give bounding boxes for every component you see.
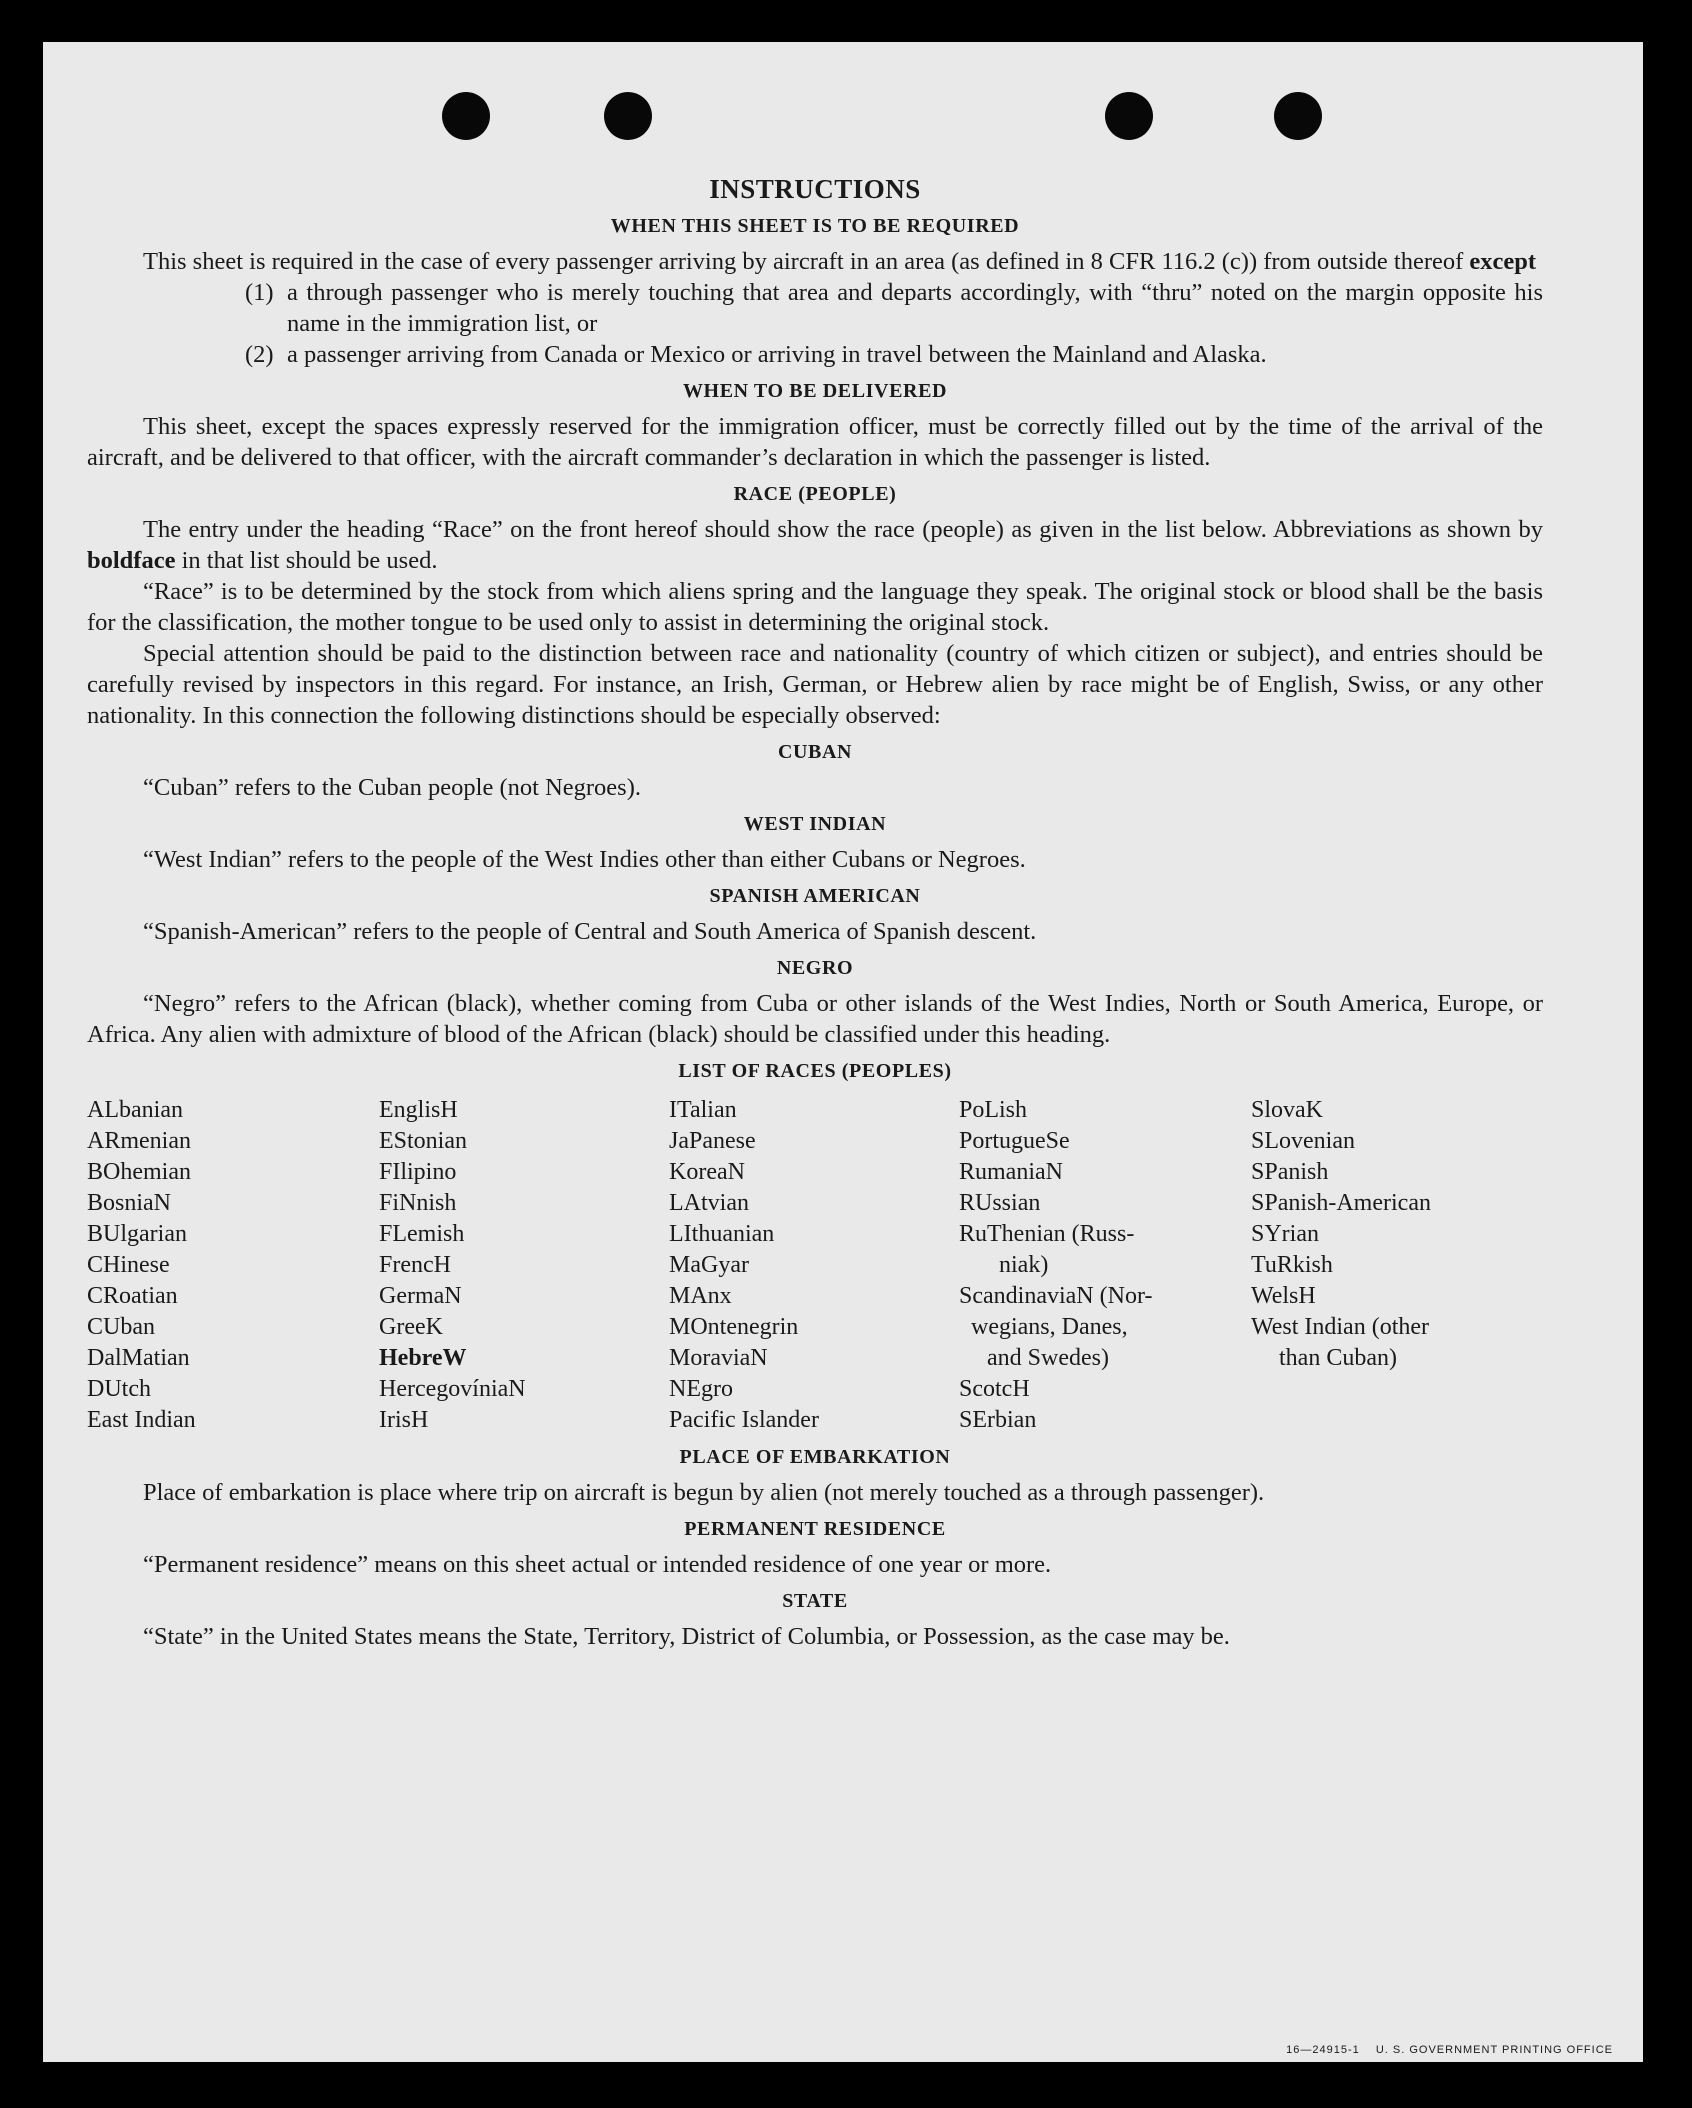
- race-column: [379, 1095, 669, 1436]
- race-column: [959, 1095, 1251, 1436]
- race-column: [669, 1095, 959, 1436]
- race-entry: KoreaN: [669, 1159, 745, 1185]
- race-entry: EnglisH: [379, 1097, 458, 1123]
- race-entry: LIthuanian: [669, 1221, 775, 1247]
- race-paragraph-2: “Race” is to be determined by the stock from which aliens spring and the language they speak. The original stock or blood shall be the basis for the classification, the mother tongue to be used only to assist in determining the original stock.: [87, 578, 1543, 636]
- race-entry: niak): [999, 1252, 1049, 1278]
- state-text: “State” in the United States means the State, Territory, District of Columbia, or Possession, as the case may be.: [143, 1623, 1230, 1650]
- punch-hole: [1274, 92, 1322, 140]
- race-entry: NEgro: [669, 1376, 733, 1402]
- race-paragraph-3: Special attention should be paid to the distinction between race and nationality (country of which citizen or subject), and entries should be carefully revised by inspectors in this regard. For instance, an Irish, German, or Hebrew alien by race might be of English, Swiss, or any other nationality. In this connection the following distinctions should be especially observed:: [87, 640, 1543, 729]
- heading-embarkation: PLACE OF EMBARKATION: [679, 1446, 951, 1468]
- race-entry: HebreW: [379, 1345, 467, 1371]
- race-entry: ARmenian: [87, 1128, 191, 1154]
- race-entry: WelsH: [1251, 1283, 1316, 1309]
- race-entry: SlovaK: [1251, 1097, 1323, 1123]
- race-entry: FrencH: [379, 1252, 451, 1278]
- spanish-american-text: “Spanish-American” refers to the people of Central and South America of Spanish descent.: [143, 918, 1037, 945]
- race-entry: CRoatian: [87, 1283, 178, 1309]
- race-entry: MAnx: [669, 1283, 732, 1309]
- document-body: [87, 174, 1543, 1652]
- form-number: 16—24915-1: [1286, 2044, 1360, 2056]
- race-entry: BOhemian: [87, 1159, 191, 1185]
- race-entry: RUssian: [959, 1190, 1041, 1216]
- race-list: [87, 1095, 1543, 1436]
- race-entry: CHinese: [87, 1252, 170, 1278]
- race-entry: GreeK: [379, 1314, 443, 1340]
- race-entry: West Indian (other: [1251, 1314, 1430, 1340]
- page-title: INSTRUCTIONS: [709, 174, 921, 204]
- west-indian-text: “West Indian” refers to the people of the West Indies other than either Cubans or Negroes.: [143, 846, 1026, 873]
- race-entry: Pacific Islander: [669, 1407, 819, 1433]
- race-entry: ALbanian: [87, 1097, 183, 1123]
- instruction-sheet: [43, 42, 1643, 2062]
- race-entry: JaPanese: [669, 1128, 756, 1154]
- race-entry: HercegovíniaN: [379, 1376, 526, 1402]
- heading-cuban: CUBAN: [777, 741, 853, 763]
- race-entry: SLovenian: [1251, 1128, 1355, 1154]
- race-entry: than Cuban): [1279, 1345, 1397, 1371]
- race-column: [87, 1095, 379, 1436]
- race-entry: EStonian: [379, 1128, 467, 1154]
- residence-text: “Permanent residence” means on this sheet actual or intended residence of one year or more.: [143, 1551, 1052, 1578]
- punch-hole: [442, 92, 490, 140]
- race-entry: FIlipino: [379, 1159, 457, 1185]
- race-entry: CUban: [87, 1314, 155, 1340]
- when-required-text: This sheet is required in the case of every passenger arriving by aircraft in an area (as defined in 8 CFR 116.2 (c)) from outside thereof except: [143, 248, 1537, 275]
- printing-office: U. S. GOVERNMENT PRINTING OFFICE: [1375, 2044, 1613, 2056]
- heading-west-indian: WEST INDIAN: [743, 813, 887, 835]
- race-entry: FiNnish: [379, 1190, 457, 1216]
- race-entry: PortugueSe: [959, 1128, 1070, 1154]
- race-entry: PoLish: [959, 1097, 1028, 1123]
- race-entry: SErbian: [959, 1407, 1037, 1433]
- race-entry: BUlgarian: [87, 1221, 187, 1247]
- printer-imprint: [1274, 2044, 1613, 2056]
- race-entry: SYrian: [1251, 1221, 1319, 1247]
- race-entry: SPanish-American: [1251, 1190, 1431, 1216]
- race-entry: East Indian: [87, 1407, 196, 1433]
- race-entry: LAtvian: [669, 1190, 749, 1216]
- cuban-text: “Cuban” refers to the Cuban people (not Negroes).: [143, 774, 641, 801]
- embarkation-text: Place of embarkation is place where trip on aircraft is begun by alien (not merely touched as a through passenger).: [143, 1479, 1265, 1506]
- heading-spanish-american: SPANISH AMERICAN: [709, 885, 921, 907]
- race-paragraph-1: The entry under the heading “Race” on the front hereof should show the race (people) as given in the list below. Abbreviations as shown by boldface in that list should be used.: [87, 516, 1543, 574]
- heading-state: STATE: [782, 1590, 848, 1612]
- exception-item-2: (2) a passenger arriving from Canada or Mexico or arriving in travel between the Mainland and Alaska.: [245, 341, 1267, 368]
- race-entry: FLemish: [379, 1221, 465, 1247]
- heading-when-required: WHEN THIS SHEET IS TO BE REQUIRED: [610, 215, 1020, 237]
- race-entry: and Swedes): [987, 1345, 1109, 1371]
- heading-negro: NEGRO: [776, 957, 854, 979]
- exception-item-1: (1) a through passenger who is merely touching that area and departs accordingly, with “thru” noted on the margin opposite his name in the immigration list, or: [245, 279, 1543, 337]
- punch-hole: [604, 92, 652, 140]
- race-entry: IrisH: [379, 1407, 429, 1433]
- heading-list-of-races: LIST OF RACES (PEOPLES): [678, 1060, 952, 1082]
- race-entry: ScotcH: [959, 1376, 1030, 1402]
- race-entry: MOntenegrin: [669, 1314, 799, 1340]
- race-entry: MaGyar: [669, 1252, 749, 1278]
- punch-hole: [1105, 92, 1153, 140]
- race-entry: DUtch: [87, 1376, 151, 1402]
- race-entry: RumaniaN: [959, 1159, 1063, 1185]
- heading-when-delivered: WHEN TO BE DELIVERED: [682, 380, 948, 402]
- race-entry: ITalian: [669, 1097, 737, 1123]
- heading-race: RACE (PEOPLE): [733, 483, 897, 505]
- race-column: [1251, 1095, 1543, 1436]
- when-delivered-text: This sheet, except the spaces expressly reserved for the immigration officer, must be correctly filled out by the time of the arrival of the aircraft, and be delivered to that officer, with the aircraft commander’s declaration in which the passenger is listed.: [87, 413, 1543, 471]
- race-entry: GermaN: [379, 1283, 462, 1309]
- race-entry: MoraviaN: [669, 1345, 768, 1371]
- negro-text: “Negro” refers to the African (black), whether coming from Cuba or other islands of the West Indies, North or South America, Europe, or Africa. Any alien with admixture of blood of the African (black) should be classified under this heading.: [87, 990, 1543, 1048]
- race-entry: BosniaN: [87, 1190, 171, 1216]
- race-entry: wegians, Danes,: [971, 1314, 1128, 1340]
- race-entry: RuThenian (Russ-: [959, 1221, 1135, 1247]
- race-entry: SPanish: [1251, 1159, 1329, 1185]
- race-entry: TuRkish: [1251, 1252, 1333, 1278]
- race-entry: DalMatian: [87, 1345, 190, 1371]
- heading-permanent-residence: PERMANENT RESIDENCE: [684, 1518, 946, 1540]
- race-entry: ScandinaviaN (Nor-: [959, 1283, 1153, 1309]
